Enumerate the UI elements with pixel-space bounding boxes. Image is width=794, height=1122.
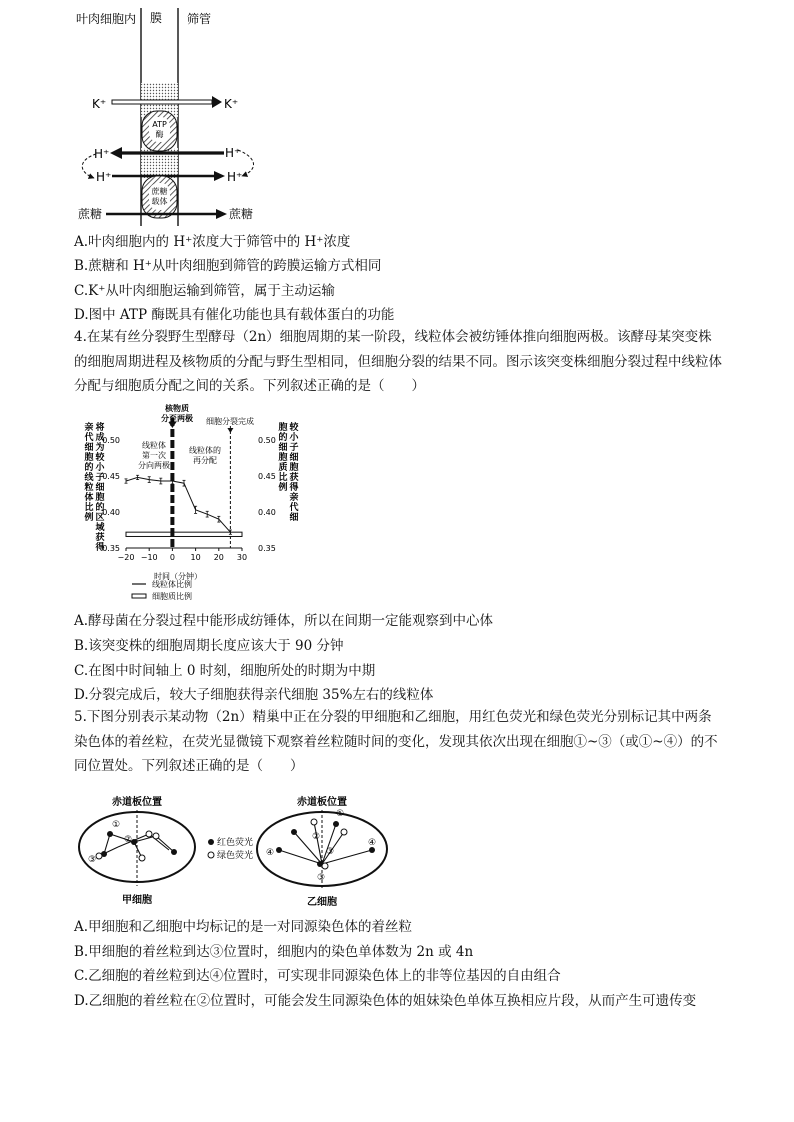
chart-ylabel-char: 小 [289,433,299,443]
k-channel-arrow [112,100,212,104]
chart-ylabel-char: 粒 [84,483,94,493]
q5-option-c: C.乙细胞的着丝粒到达④位置时，可实现非同源染色体上的非等位基因的自由组合 [74,968,561,984]
fig1-h-bottom-right: H⁺ [227,170,243,184]
chart-y-tick-label-left: 0.40 [102,508,120,517]
chart-ylabel-char: 例 [84,513,94,523]
mitochondria-line [126,477,230,532]
q5-option-a: A.甲细胞和乙细胞中均标记的是一对同源染色体的着丝粒 [74,919,413,935]
cell-jia-pos-1: ① [112,820,121,830]
legend-red-dot [208,839,214,845]
chart-ylabel-char: 获 [95,533,105,543]
q4-option-b: B.该突变株的细胞周期长度应该大于 90 分钟 [74,638,344,654]
chart-ylabel-char: 成 [95,433,105,443]
chart-y-tick-label-left: 0.35 [102,544,120,553]
cell-jia-pos-2: ② [124,835,133,845]
fig1-k-right: K⁺ [224,97,239,111]
fig1-h-top-right: H⁺ [225,146,241,160]
chart-ylabel-char: 小 [95,463,105,473]
chart-region2-l1: 线粒体的 [189,446,221,455]
chart-ylabel-char: 的 [84,463,94,473]
chart-y-tick-label-right: 0.40 [258,508,276,517]
vline-arrow-top-2 [227,428,233,433]
cell-jia-pos-3: ③ [88,855,97,865]
cell-figure [74,792,474,910]
chart-ylabel-char: 子 [289,443,299,453]
chart-ylabel-char: 细 [84,443,94,453]
q4-stem: 4.在某有丝分裂野生型酵母（2n）细胞周期的某一阶段，线粒体会被纺锤体推向细胞两极。该酵母某突变株的细胞周期进程及核物质的分配与野生型相同，但细胞分裂的结果不同。图示该突变株细胞分裂过程中线粒体分配与细胞质分配之间的关系。下列叙述正确的是（ ） [74,329,722,394]
q4-option-d: D.分裂完成后，较大子细胞获得亲代细胞 35%左右的线粒体 [74,687,434,703]
cell-yi-label: 乙细胞 [307,897,337,908]
cytoplasm-band [126,532,242,536]
cell-yi-pos-3-bottom: ③ [317,873,326,883]
chart-ylabel-char: 将 [95,423,105,433]
chart-ylabel-right [278,421,299,523]
chart-ylabel-char: 胞 [84,453,94,463]
chart-ylabel-char: 比 [278,473,288,483]
cell-jia-label: 甲细胞 [122,895,152,906]
fig1-right-label: 筛管 [187,12,212,26]
atp-label-1: ATP [152,120,167,129]
fig1-sucrose-right: 蔗糖 [229,207,254,221]
q5-stem: 5.下图分别表示某动物（2n）精巢中正在分裂的甲细胞和乙细胞，用红色荧光和绿色荧光分别标记其中两条染色体的着丝粒，在荧光显微镜下观察着丝粒随时间的变化，发现其依次出现在细胞①~③（或①~④）的不同位置处。下列叙述正确的是（ ） [74,709,718,774]
fig1-membrane-label: 膜 [150,11,163,25]
chart-ylabel-char: 胞 [278,453,288,463]
chart-x-tick-label: 0 [169,553,175,562]
chart-top-label-1: 核物质 [165,404,189,413]
chart-ylabel-char: 获 [289,473,299,483]
chart-ylabel-char: 细 [95,483,105,493]
chart-ylabel-char: 比 [84,503,94,513]
chart-ylabel-char: 较 [95,453,105,463]
chart-ylabel-char: 子 [95,473,105,483]
chart-ylabel-char: 得 [95,543,105,553]
atp-label-2: 酶 [155,130,164,139]
chart-y-tick-label-right: 0.45 [258,472,276,481]
chart-region1-l3: 分向两极 [138,461,170,470]
chart-x-tick-label: 30 [236,553,248,562]
membrane-transport-figure [74,8,274,226]
chart-region1-l1: 线粒体 [142,441,166,450]
chart-ylabel-char: 细 [289,513,299,523]
chart-top-label-2: 分至两极 [161,414,193,423]
q4-option-a: A.酵母菌在分裂过程中能形成纺锤体，所以在间期一定能观察到中心体 [74,613,494,629]
chart-xlabel: 时间（分钟） [154,572,202,581]
fig1-sucrose-left: 蔗糖 [78,207,103,221]
chart-ylabel-char: 的 [95,503,105,513]
carrier-label-2: 载体 [151,197,168,206]
equator-label-right: 赤道板位置 [297,797,347,808]
q3-option-c: C.K⁺从叶肉细胞运输到筛管，属于主动运输 [74,283,335,299]
chart-ylabel-char: 的 [278,433,288,443]
chart-ylabel-char: 胞 [95,493,105,503]
chart-ylabel-char: 代 [289,503,299,513]
chart-y-tick-label-right: 0.50 [258,436,276,445]
legend-green-dot [208,852,214,858]
legend-band-swatch [132,594,146,598]
chart-ylabel-char: 较 [289,423,299,433]
chart-ylabel-char: 体 [84,493,94,503]
chart-ylabel-char: 代 [84,433,94,443]
chart-y-tick-label-right: 0.35 [258,544,276,553]
q3-option-a: A.叶肉细胞内的 H⁺浓度大于筛管中的 H⁺浓度 [74,234,351,250]
chart-y-tick-label-left: 0.45 [102,472,120,481]
chart-y-tick-label-left: 0.50 [102,436,120,445]
chart-x-tick-label: −10 [140,553,158,562]
chart-ylabel-char: 亲 [84,423,94,433]
chart-region1-l2: 第一次 [142,451,166,460]
chart-ylabel-char: 质 [278,463,288,473]
chart-ylabel-char: 例 [278,483,288,493]
chart-region2-l2: 再分配 [193,456,217,465]
chart-ylabel-char: 胞 [289,463,299,473]
fig1-k-left: K⁺ [92,97,107,111]
chart-ylabel-char: 域 [95,523,105,533]
chart-ylabel-char: 细 [289,453,299,463]
q3-option-b: B.蔗糖和 H⁺从叶肉细胞到筛管的跨膜运输方式相同 [74,258,382,274]
legend-red-label: 红色荧光 [217,838,254,848]
q3-option-d: D.图中 ATP 酶既具有催化功能也具有载体蛋白的功能 [74,307,395,323]
legend-line-label: 线粒体比例 [152,580,192,589]
chart-ylabel-char: 为 [95,443,105,453]
chart-top-label-3: 细胞分裂完成 [206,417,254,426]
carrier-label-1: 蔗糖 [151,187,168,196]
cell-yi-pos-4-left: ④ [266,848,275,858]
chart-ylabel-char: 得 [289,483,299,493]
chart-ylabel-char: 亲 [289,493,299,503]
chart-ylabel-char: 线 [84,473,94,483]
cell-yi-pos-2: ② [312,832,321,842]
chart-x-tick-label: 20 [213,553,224,562]
legend-green-label: 绿色荧光 [217,851,254,861]
fig1-h-bottom-left: H⁺ [96,170,112,184]
fig1-left-label: 叶肉细胞内 [76,12,137,26]
cell-yi-pos-4-right: ④ [368,838,377,848]
q4-option-c: C.在图中时间轴上 0 时刻，细胞所处的时期为中期 [74,663,376,679]
chart-ylabel-char: 区 [95,513,105,523]
cell-yi-pos-3: ③ [326,847,335,857]
chart-x-tick-label: −20 [117,553,135,562]
fig1-h-top-left: H⁺ [94,147,110,161]
chart-x-tick-label: 10 [190,553,201,562]
q5-option-d: D.乙细胞的着丝粒在②位置时，可能会发生同源染色体的姐妹染色单体互换相应片段，从而产生可遗传变 [74,993,697,1009]
cell-yi-pos-1: ① [336,809,345,819]
mitochondria-chart [74,400,304,605]
chart-ylabel-char: 细 [278,443,288,453]
equator-label-left: 赤道板位置 [112,797,162,808]
legend-band-label: 细胞质比例 [152,592,192,601]
q5-option-b: B.甲细胞的着丝粒到达③位置时，细胞内的染色单体数为 2n 或 4n [74,944,474,960]
chart-ylabel-char: 胞 [278,423,288,433]
